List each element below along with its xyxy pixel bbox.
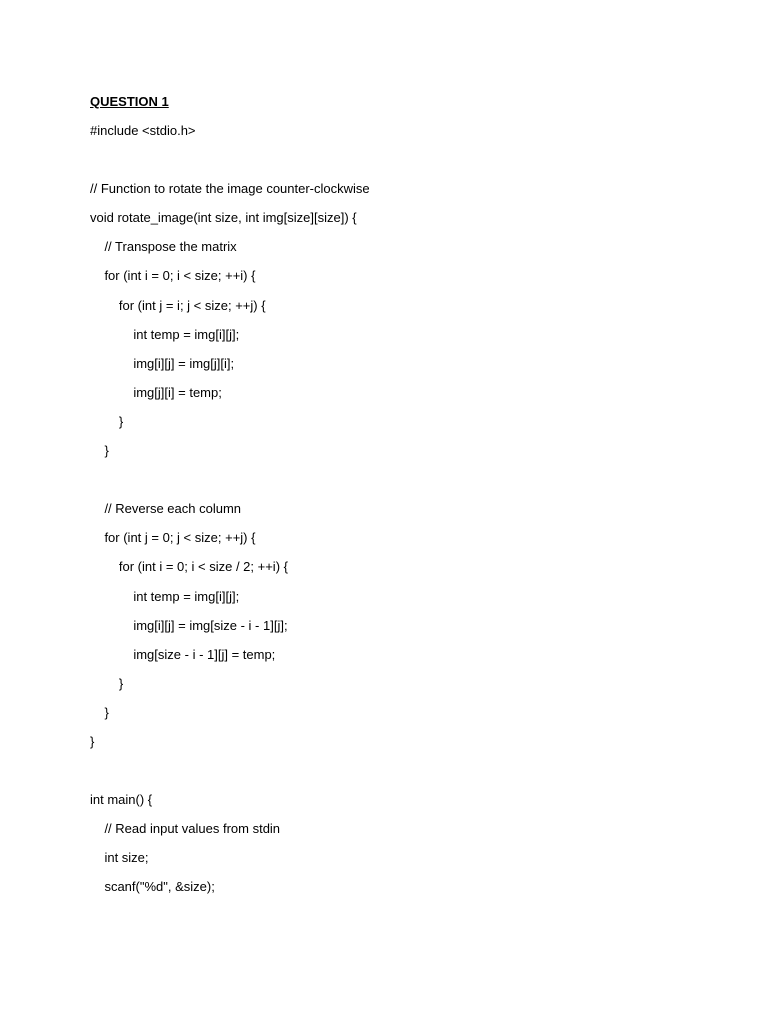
code-line: // Read input values from stdin (90, 821, 281, 837)
code-line: for (int j = i; j < size; ++j) { (90, 297, 266, 313)
code-line: #include <stdio.h> (90, 123, 196, 138)
code-line: // Function to rotate the image counter-clockwise (90, 181, 370, 197)
code-line: } (90, 675, 124, 691)
code-line: img[i][j] = img[size - i - 1][j]; (90, 617, 288, 633)
document-body (90, 92, 708, 907)
code-line: for (int j = 0; j < size; ++j) { (90, 530, 256, 546)
code-line: int main() { (90, 792, 153, 808)
code-line: } (90, 413, 124, 429)
code-line: } (90, 733, 95, 749)
code-line: int size; (90, 850, 149, 866)
code-line: int temp = img[i][j]; (90, 588, 240, 604)
code-line (90, 761, 708, 781)
code-line: img[j][i] = temp; (90, 384, 222, 400)
code-line: int temp = img[i][j]; (90, 326, 240, 342)
code-line: } (90, 704, 109, 720)
code-line (90, 470, 708, 490)
code-line: } (90, 443, 109, 459)
question-heading: QUESTION 1 (90, 94, 169, 109)
code-line: for (int i = 0; i < size; ++i) { (90, 268, 256, 284)
code-line: for (int i = 0; i < size / 2; ++i) { (90, 559, 288, 575)
code-line: void rotate_image(int size, int img[size][size]) { (90, 210, 357, 226)
code-line: img[size - i - 1][j] = temp; (90, 646, 276, 662)
code-line: img[i][j] = img[j][i]; (90, 355, 235, 371)
code-line: // Reverse each column (90, 501, 242, 517)
code-line (90, 150, 708, 170)
code-line: // Transpose the matrix (90, 239, 237, 255)
code-line: scanf("%d", &size); (90, 879, 215, 895)
code-listing (90, 121, 708, 897)
